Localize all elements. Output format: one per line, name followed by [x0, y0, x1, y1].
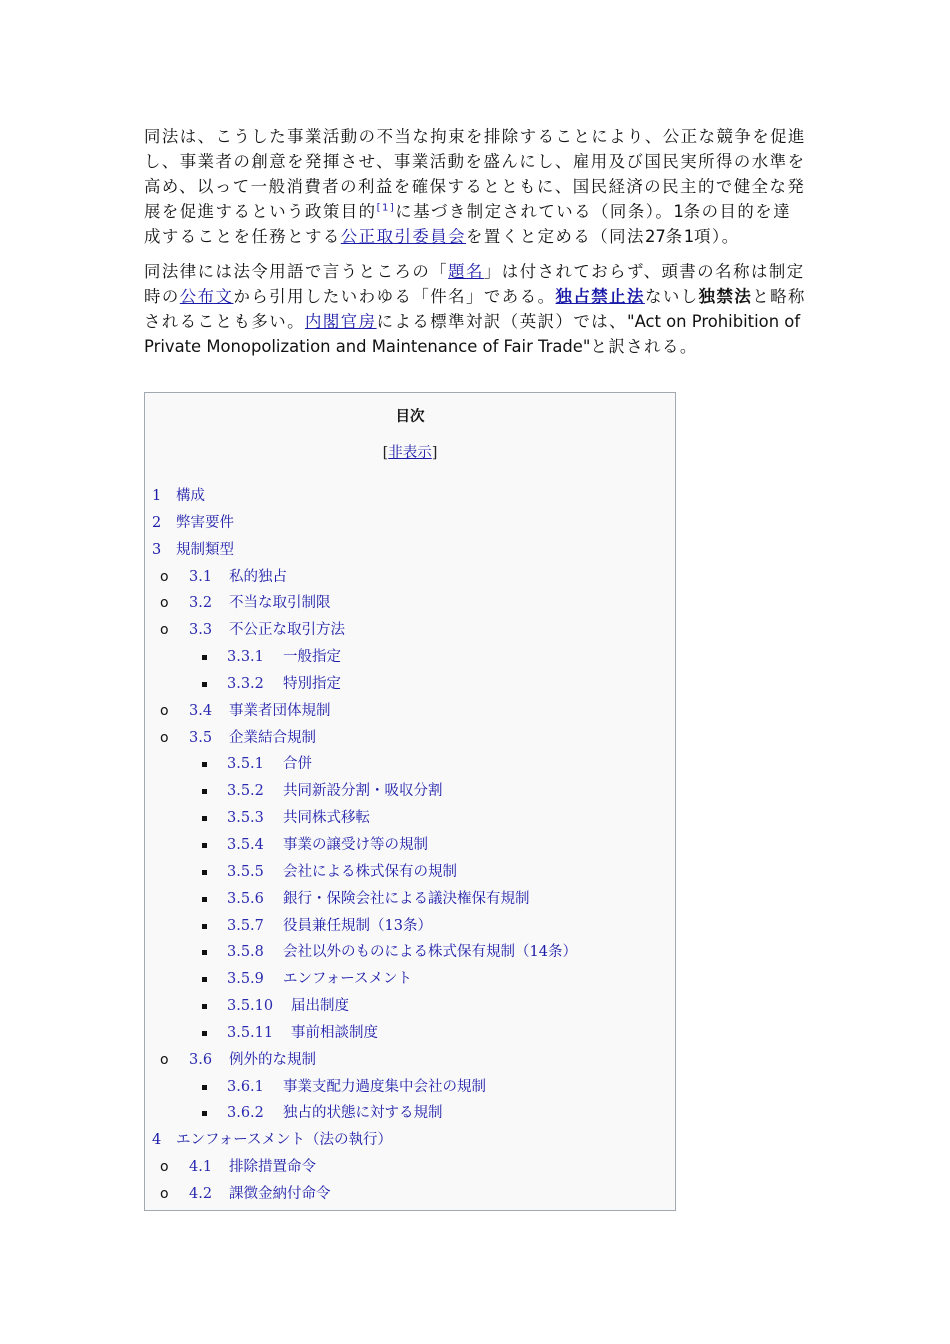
- toc-item-number: 3.5.5: [227, 863, 264, 880]
- text: 同法律には法令用語で言うところの「: [144, 262, 449, 281]
- toc-item-label: 共同新設分割・吸収分割: [283, 783, 443, 800]
- bullet-circle-icon: o: [160, 702, 169, 719]
- toc-item-label: 不公正な取引方法: [229, 622, 345, 639]
- bullet-square-icon: [202, 1031, 207, 1036]
- toc-item[interactable]: [145, 619, 675, 646]
- toc-item[interactable]: [145, 1049, 675, 1076]
- text: 条: [665, 227, 684, 246]
- bullet-circle-icon: o: [160, 595, 169, 612]
- toc-item-label: 独占的状態に対する規制: [283, 1105, 443, 1122]
- paragraph-purpose: [144, 124, 806, 249]
- toc-item-label: 事前相談制度: [291, 1024, 378, 1041]
- toc-item-label: 事業の譲受け等の規制: [283, 836, 428, 853]
- toc-item-number: 3.4: [189, 702, 213, 719]
- toc-item[interactable]: [145, 780, 675, 807]
- toc-item-number: 3.3.1: [227, 649, 264, 666]
- bullet-circle-icon: o: [160, 622, 169, 639]
- toc-item-number: 3.5.1: [227, 756, 264, 773]
- bullet-circle-icon: o: [160, 1051, 169, 1068]
- text: 同法は、こうした事業活動の不当な拘束を排除することにより、公正な競争を促進し、事業者の創意を発揮させ、事業活動を盛んにし、雇用及び国民実所得の水準を高め、以って一般消費者の利益を確保するとともに、国民経済の民主的で健全な発展を促進するという政策目的: [144, 127, 806, 221]
- link-cabinet-secretariat[interactable]: 内閣官房: [305, 312, 377, 331]
- text: から引用したいわゆる「件名」である。: [233, 287, 556, 306]
- toc-item-label: 不当な取引制限: [229, 595, 331, 612]
- toc-item-label: 会社以外のものによる株式保有規制（14条）: [283, 944, 577, 961]
- footnote-ref[interactable]: [1]: [376, 202, 396, 214]
- bracket: ]: [431, 445, 438, 461]
- toc-item-label: 事業者団体規制: [229, 702, 331, 719]
- text: 」は付されておらず、頭書の名称は制定時の: [144, 262, 805, 306]
- bullet-square-icon: [202, 682, 207, 687]
- text: ないし: [644, 287, 699, 306]
- toc-item-number: 3.5.11: [227, 1024, 274, 1041]
- toc-item-label: 課徴金納付命令: [229, 1185, 331, 1202]
- toc-item[interactable]: [145, 646, 675, 673]
- toc-item[interactable]: [145, 512, 675, 539]
- bracket: [: [382, 445, 389, 461]
- toc-item-number: 1: [152, 488, 162, 504]
- toc-item-number: 3.5.6: [227, 890, 264, 907]
- article-body: [144, 124, 806, 369]
- toc-item-label: エンフォースメント: [283, 971, 413, 988]
- toc-item[interactable]: [145, 1183, 675, 1210]
- bullet-circle-icon: o: [160, 729, 169, 746]
- toc-item-label: 企業結合規制: [229, 729, 316, 746]
- toc-item[interactable]: [145, 1156, 675, 1183]
- toc-item-number: 3.5: [189, 729, 213, 746]
- toc-list: [145, 485, 675, 1210]
- toc-item-number: 2: [152, 514, 162, 531]
- toc-item-label: 弊害要件: [176, 514, 234, 531]
- text: 条の目的を達成することを任務とする: [144, 202, 792, 246]
- bullet-square-icon: [202, 870, 207, 875]
- bullet-circle-icon: o: [160, 568, 169, 585]
- toc-item-number: 3.6: [189, 1051, 213, 1068]
- toc-item-label: 会社による株式保有の規制: [283, 863, 457, 880]
- toc-item-label: 事業支配力過度集中会社の規制: [283, 1078, 486, 1095]
- toc-item-label: 一般指定: [283, 649, 341, 666]
- toc-item[interactable]: [145, 861, 675, 888]
- toc-item-label: エンフォースメント（法の執行）: [176, 1132, 393, 1149]
- toc-item-number: 3.5.8: [227, 944, 264, 961]
- text: と略称されることも多い。: [144, 287, 806, 331]
- bullet-circle-icon: o: [160, 1159, 169, 1176]
- bullet-square-icon: [202, 762, 207, 767]
- link-antimonopoly-act[interactable]: [555, 287, 644, 306]
- toc-item-label: 特別指定: [283, 675, 341, 692]
- bullet-square-icon: [202, 924, 207, 929]
- toc-item[interactable]: [145, 673, 675, 700]
- toc-item-number: 3.3: [189, 622, 213, 639]
- text: を置くと定める（同法: [466, 227, 645, 246]
- toc-item[interactable]: [145, 1129, 675, 1156]
- toc-item-label: 構成: [176, 488, 205, 504]
- toc-item-number: 3.5.7: [227, 917, 264, 934]
- toc-item-number: 3: [152, 541, 162, 558]
- toc-item[interactable]: [145, 941, 675, 968]
- bullet-square-icon: [202, 1004, 207, 1009]
- toc-item-label: 役員兼任規制（13条）: [283, 917, 432, 934]
- toc-item-number: 4.2: [189, 1185, 213, 1202]
- link-jftc[interactable]: 公正取引委員会: [340, 227, 467, 246]
- toc-item[interactable]: [145, 1076, 675, 1103]
- bullet-square-icon: [202, 977, 207, 982]
- text: 1: [683, 227, 695, 246]
- toc-item[interactable]: [145, 834, 675, 861]
- toc-item-label: 排除措置命令: [229, 1159, 316, 1176]
- toc-item-label: 銀行・保険会社による議決権保有規制: [283, 890, 530, 907]
- toc-item[interactable]: [145, 915, 675, 942]
- toc-item[interactable]: [145, 566, 675, 593]
- toc-item-number: 3.1: [189, 568, 213, 585]
- bold-text: 独禁法: [698, 287, 753, 306]
- toc-item-number: 3.5.3: [227, 810, 264, 827]
- toc-item-label: 合併: [283, 756, 312, 773]
- bullet-square-icon: [202, 1085, 207, 1090]
- toc-item-number: 4.1: [189, 1159, 213, 1176]
- table-of-contents: [144, 392, 676, 1211]
- toc-item-label: 届出制度: [291, 998, 349, 1015]
- link-title[interactable]: 題名: [448, 262, 484, 281]
- toc-item[interactable]: [145, 727, 675, 754]
- toc-title: 目次: [395, 409, 425, 425]
- toc-item-label: 私的独占: [229, 568, 287, 585]
- toc-item-number: 3.5.2: [227, 783, 264, 800]
- toc-item-number: 3.5.9: [227, 971, 264, 988]
- toc-item-label: 規制類型: [176, 541, 234, 558]
- bullet-square-icon: [202, 816, 207, 821]
- bullet-square-icon: [202, 789, 207, 794]
- bullet-square-icon: [202, 950, 207, 955]
- bullet-square-icon: [202, 897, 207, 902]
- toc-item-number: 3.5.10: [227, 998, 274, 1015]
- toc-item-number: 3.2: [189, 595, 213, 612]
- bullet-circle-icon: o: [160, 1185, 169, 1202]
- bullet-square-icon: [202, 843, 207, 848]
- toc-item-number: 3.3.2: [227, 675, 264, 692]
- toc-hide-link[interactable]: 非表示: [388, 445, 432, 461]
- toc-item[interactable]: [145, 995, 675, 1022]
- toc-item-label: 共同株式移転: [283, 810, 370, 827]
- text: に基づき制定されている（同条）。: [395, 202, 674, 221]
- text: 27: [644, 227, 666, 246]
- text: による標準対訳（英訳）では、: [376, 312, 628, 331]
- link-official-text[interactable]: 公布文: [179, 287, 234, 306]
- text: 1: [673, 202, 684, 221]
- toc-item[interactable]: [145, 485, 675, 512]
- toc-item[interactable]: [145, 1102, 675, 1129]
- bullet-square-icon: [202, 1111, 207, 1116]
- text: 項）。: [694, 227, 740, 246]
- toc-item-label: 例外的な規制: [229, 1051, 316, 1068]
- bullet-square-icon: [202, 655, 207, 660]
- toc-item[interactable]: [145, 539, 675, 566]
- toc-item[interactable]: [145, 700, 675, 727]
- toc-item-number: 4: [152, 1132, 162, 1149]
- bold-text: 独占禁止法: [555, 287, 645, 306]
- text: と訳される。: [590, 337, 698, 356]
- toc-item[interactable]: [145, 592, 675, 619]
- toc-item[interactable]: [145, 807, 675, 834]
- toc-item[interactable]: [145, 888, 675, 915]
- english-title: "Act on Prohibition of Private Monopolization and Maintenance of Fair Trade": [144, 312, 801, 356]
- toc-item[interactable]: [145, 968, 675, 995]
- toc-item-number: 3.6.2: [227, 1105, 264, 1122]
- paragraph-name: [144, 259, 806, 359]
- toc-item[interactable]: [145, 753, 675, 780]
- toc-toggle: [145, 441, 675, 461]
- toc-item[interactable]: [145, 1022, 675, 1049]
- toc-item-number: 3.6.1: [227, 1078, 264, 1095]
- toc-item-number: 3.5.4: [227, 836, 264, 853]
